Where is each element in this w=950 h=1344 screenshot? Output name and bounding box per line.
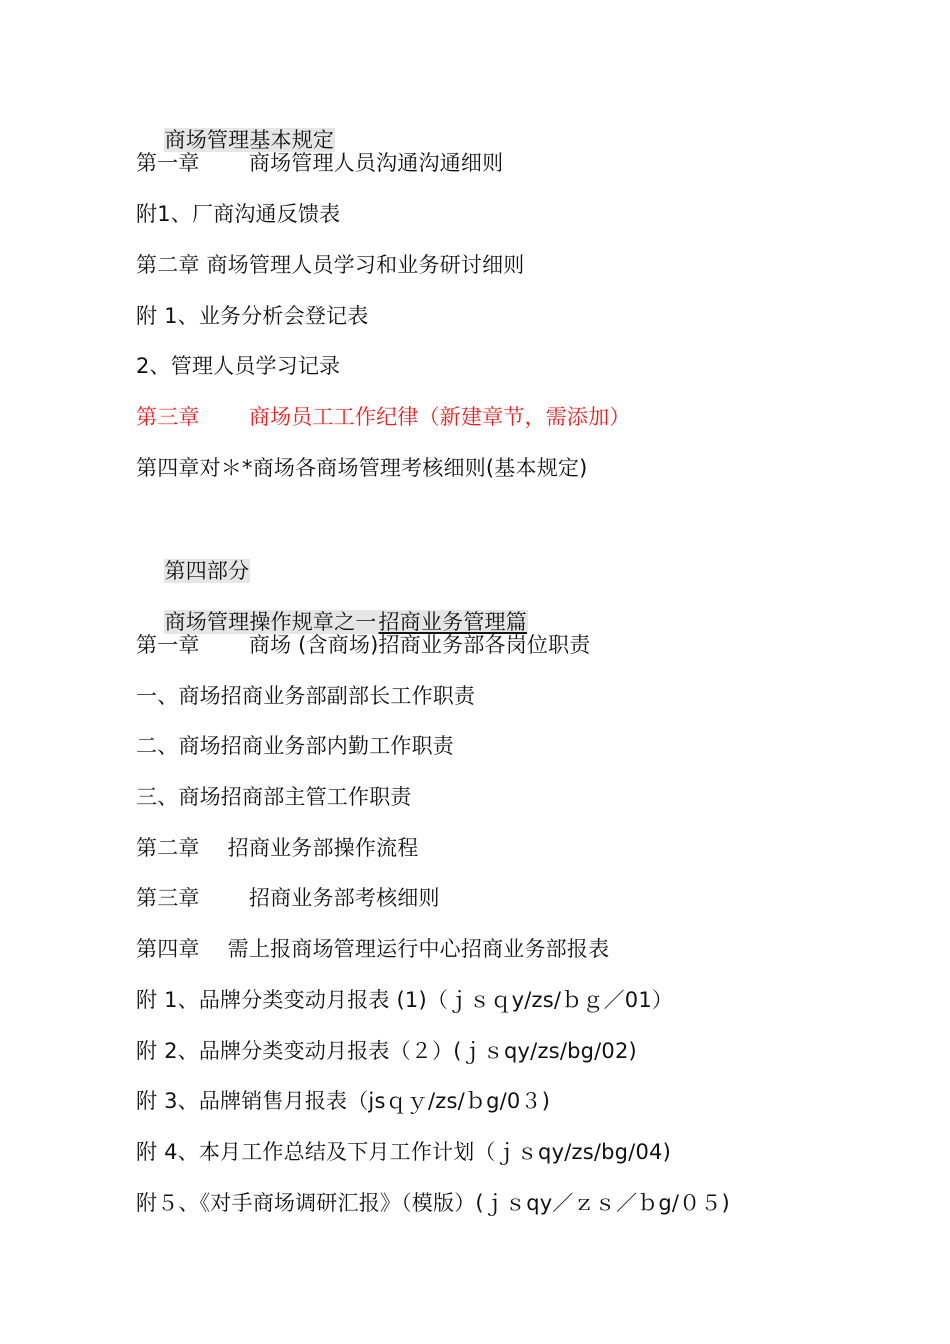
attachment-item: 附５、《对手商场调研汇报》（模版）(ｊｓqy／ｚｓ／ｂg/０５) bbox=[136, 1191, 730, 1215]
chapter-heading: 第二章 商场管理人员学习和业务研讨细则 bbox=[136, 253, 525, 277]
chapter-heading: 第四章 需上报商场管理运行中心招商业务部报表 bbox=[136, 937, 610, 961]
chapter-heading: 第一章 商场管理人员沟通沟通细则 bbox=[136, 151, 504, 175]
chapter-heading: 第三章 招商业务部考核细则 bbox=[136, 886, 440, 910]
attachment-item: 附 1、品牌分类变动月报表 (1)（ｊｓｑy/zs/ｂｇ／01） bbox=[136, 988, 674, 1012]
part-title-text: 第四部分 bbox=[164, 559, 250, 583]
attachment-item: 附 4、本月工作总结及下月工作计划（ｊｓqy/zs/bg/04) bbox=[136, 1140, 671, 1164]
chapter-heading: 第四章对＊*商场各商场管理考核细则(基本规定) bbox=[136, 456, 588, 480]
list-item: 一、商场招商业务部副部长工作职责 bbox=[136, 684, 476, 708]
part-subtitle-prefix: 商场管理操作规章之一 bbox=[164, 610, 377, 634]
list-item: 三、商场招商部主管工作职责 bbox=[136, 785, 412, 809]
chapter-heading-highlighted: 第三章 商场员工工作纪律（新建章节，需添加） bbox=[136, 405, 631, 429]
attachment-item: 附 2、品牌分类变动月报表（２）(ｊｓqy/zs/bg/02) bbox=[136, 1039, 637, 1063]
chapter-heading: 第二章 招商业务部操作流程 bbox=[136, 836, 419, 860]
attachment-item: 附 3、品牌销售月报表（jsｑｙ/zs/ｂg/0３) bbox=[136, 1089, 551, 1113]
attachment-item: 附1、厂商沟通反馈表 bbox=[136, 202, 341, 226]
section-title-text: 商场管理基本规定 bbox=[164, 128, 335, 152]
attachment-item: 附 1、业务分析会登记表 bbox=[136, 304, 369, 328]
chapter-heading: 第一章 商场 (含商场)招商业务部各岗位职责 bbox=[136, 633, 591, 657]
part-subtitle-underlined: 招商业务管理篇 bbox=[378, 610, 527, 634]
list-item: 二、商场招商业务部内勤工作职责 bbox=[136, 734, 454, 758]
attachment-item: 2、管理人员学习记录 bbox=[136, 354, 341, 378]
